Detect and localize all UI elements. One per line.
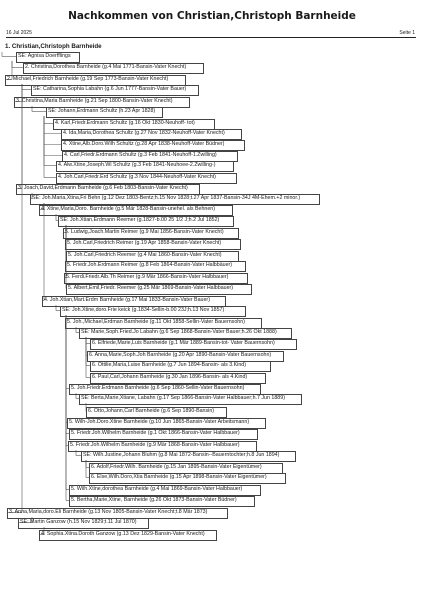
tree-entry: 5. Friedr.Joh.Wilhelm Barnheide (g.9 Mär 1868-Bansin-Vater Halbbauer) bbox=[70, 442, 240, 448]
entry-frame bbox=[90, 373, 266, 384]
tree-entry: 6. Adolf,Friedr.Wilh. Barnheide (g.15 Jan 1895-Bansin-Vater Eigentümer) bbox=[91, 464, 262, 470]
entry-frame bbox=[63, 228, 239, 239]
tree-entry: 6. Anna,Marie,Soph.Joh Barnheide (g.20 Apr 1890-Bansin-Vater Bauernsohn) bbox=[89, 352, 272, 358]
entry-frame bbox=[79, 328, 292, 339]
tree-entry: 6. Paul,Carl,Johann Barnheide (g.30 Jan 1896-Bansin- als 4.Kind) bbox=[92, 374, 248, 380]
entry-frame bbox=[79, 394, 302, 405]
tree-entry: 4. Sophia.Xtina.Doroth Ganzow (g.13 Dez 1829-Bansin-Vater Knecht) bbox=[41, 531, 205, 537]
tree-entry: 3. Anna,Maria,doro.Eli Barnheide (g.13 Nov 1805-Bansin-Vater Knecht;t.8 Mär 1873) bbox=[9, 509, 208, 515]
entry-frame bbox=[69, 496, 255, 507]
tree-entry: SE: Marie,Soph.Fried.Jo Labahn (g.6 Sep 1868-Bansin-Vater Bauer;h.26 Okt 1888) bbox=[81, 329, 277, 335]
tree-entry: 3. Christina,Maria Barnheide (g.21 Sep 1800-Bansin-Vater Knecht) bbox=[16, 98, 173, 104]
tree-entry: 1. Christian,Christoph Barnheide bbox=[5, 43, 102, 50]
entry-frame bbox=[65, 239, 241, 250]
entry-frame bbox=[61, 140, 245, 151]
entry-frame bbox=[81, 451, 296, 462]
header-rule bbox=[6, 37, 416, 38]
entry-frame bbox=[16, 52, 80, 63]
page-title: Nachkommen von Christian,Christoph Barnheide bbox=[68, 10, 356, 22]
entry-frame bbox=[64, 273, 248, 284]
tree-entry: 5. Wilh.Xtine,dorothea Barnheide (g.4 Mai 1869-Bansin-Vater Halbbauer) bbox=[71, 486, 243, 492]
print-date: 16 Jul 2025 bbox=[6, 30, 32, 36]
entry-frame bbox=[39, 205, 233, 216]
tree-entry: SE: Johann,Erdmann Schultz (h.23 Apr 1828) bbox=[48, 108, 156, 114]
tree-entry: 5. Joh.Carl,Friedrich Reemer (g.4 Mai 1860-Bansin-Vater Knecht) bbox=[68, 252, 222, 258]
tree-entry: SE: Agnisa Doerfflings bbox=[18, 53, 71, 59]
entry-frame bbox=[58, 216, 234, 227]
entry-frame bbox=[86, 407, 227, 418]
tree-entry: SE: Catharina,Sophia Labahn (g.6 Jun 1777-Bansin-Vater Bauer) bbox=[33, 86, 187, 92]
tree-entry: SE: Joh.Xtian,Erdmann Reemer (g.1827-b.00 25 1/2 J;h.2 Jul 1852) bbox=[60, 217, 220, 223]
entry-frame bbox=[30, 194, 320, 205]
entry-frame bbox=[31, 85, 199, 96]
tree-entry: 5. Wilh-Joh.Doro.Xtine Barnheide (g.10 Jun 1865-Bansin-Vater Arbeitsmann) bbox=[69, 419, 250, 425]
tree-entry: 5. Bertha,Marie,Xtine, Barnheide (g.26 Okt 1873-Bansin-Vater Büdner) bbox=[71, 497, 237, 503]
tree-entry: 4. Joh.Xtian,Mart.Erdm Barnheide (g.17 Mai 1833-Bansin-Vater Bauer) bbox=[44, 297, 210, 303]
tree-entry: 5. Ludwig,Joach.Martin Reimer (g.9 Mai 1856-Bansin-Vater Knecht) bbox=[65, 229, 224, 235]
tree-entry: 4. Alw.Xtine,Joseph.Wi Schultz (g.3 Feb 1841-Neuhoee-2.Zwilling-) bbox=[58, 162, 216, 168]
entry-frame bbox=[39, 530, 217, 541]
entry-frame bbox=[56, 161, 234, 172]
entry-frame bbox=[23, 63, 204, 74]
entry-frame bbox=[60, 306, 246, 317]
tree-entry: 5. Joh.Carl,Friedrich Reimer (g.19 Apr 1858-Bansin-Vater Knecht) bbox=[67, 240, 222, 246]
tree-entry: 6. Ottilie,Maria,Luise Barnheide (g.7 Jun 1894-Bansin- als 3.Kind) bbox=[92, 362, 246, 368]
entry-frame bbox=[56, 173, 237, 184]
tree-entry: 6. Else,Wilh.Doro,Xtia Barnheide (g.15 Apr 1898-Bansin-Vater Eigentümer) bbox=[91, 474, 267, 480]
tree-entry: SE: Joh.Xtine,doro.Frie keick (g.1834-Sellin-b.00 23J;h.13 Nov 1857) bbox=[62, 307, 225, 313]
entry-frame bbox=[46, 107, 163, 118]
entry-frame bbox=[18, 518, 149, 529]
tree-entry: SE: Joh.Maria,Xtina,Fri Behn (g.12 Dez 1803-Bentz;h.15 Nov 1828;t.27 Apr 1837-Bansin-34J 4M-Ehem.+2 minor.) bbox=[32, 195, 301, 201]
entry-frame bbox=[65, 261, 246, 272]
entry-frame bbox=[69, 485, 261, 496]
tree-entry: 5. Ferdi.Friedr.Alb.Th Reimer (g.9 Mär 1866-Bansin-Vater Halbbauer) bbox=[66, 274, 229, 280]
tree-entry: SE: Berta,Marie,Xtiane, Labahn (g.17 Sep 1866-Bansin-Vater Halbbauer;h.7 Jun 1889) bbox=[81, 395, 285, 401]
tree-entry: 4. Joh.Carl,Friedr.Erd Schultz (g.3 Nov 1844-Neuhoff-Vater Knecht) bbox=[58, 174, 216, 180]
entry-frame bbox=[90, 339, 297, 350]
tree-entry: 2. Christina,Dorothea Barnheide (g.4 Mai 1771-Bansin-Vater Knecht) bbox=[25, 64, 187, 70]
entry-frame bbox=[89, 473, 286, 484]
tree-entry: 3. Joach,David,Erdmann Barnheide (g.6 Feb 1803-Bansin-Vater Knecht) bbox=[18, 185, 188, 191]
tree-entry: 5. Friedr.Joh.Erdmann Reimer (g.8 Feb 1864-Bansin-Vater Halbbäuer) bbox=[67, 262, 233, 268]
tree-entry: SE: Wilh.Justine,Johann Bluhm (g.8 Mai 1872-Bansin--Bauerntochter;h.8 Jun 1894) bbox=[83, 452, 280, 458]
tree-entry: 4. Xtine,Alb.Doro.Wilh Schultz (g.28 Apr 1838-Neuhoff-Vater Büdner) bbox=[63, 141, 225, 147]
tree-entry: 5. Albert,Emil,Friedr. Reemer (g.25 Mär 1869-Bansin-Vater Halbbauer) bbox=[68, 285, 234, 291]
tree-entry: 4. Xtine,Maria,Doro. Barnheide (g.5 Mär 1828-Bansin-unehel. als Behnen) bbox=[41, 206, 216, 212]
page-number: Seite 1 bbox=[399, 30, 415, 36]
tree-entry: 2. Michael,Friedrich Barnheide (g.19 Sep 1773-Bansin-Vater Knecht) bbox=[7, 76, 169, 82]
tree-entry: 4. Carl,Friedr.Erdmann Schultz (g.3 Feb 1841-Neuhoff-1.Zwilling) bbox=[64, 152, 217, 158]
tree-entry: SE: Martin Ganzow (h.15 Nov 1829;t.11 Jul 1870) bbox=[20, 519, 137, 525]
entry-frame bbox=[90, 361, 271, 372]
tree-entry: 5. Joh.,Michael,Erdman Barnheide (g.11 Okt 1858-Sellin-Vater Bauernsohn) bbox=[67, 319, 245, 325]
entry-frame bbox=[61, 129, 242, 140]
entry-frame bbox=[67, 418, 266, 429]
tree-entry: 5. Friedr.Joh.Wilhelm Barnheide (g.1 Okt 1866-Bansin-Vater Halbbauer) bbox=[71, 430, 240, 436]
tree-entry: 4. Ida,Maria,Dorothea Schultz (g.27 Nov 1832-Neuhoff-Vater Knecht) bbox=[63, 130, 225, 136]
tree-entry: 6. Otto,Johann,Carl Barnheide (g.6 Sep 1890-Bansin) bbox=[88, 408, 215, 414]
tree-entry: 6. Elfriede,Marie,Luis Barnheide (g.1 Mär 1889-Bansin-tot- Vater Bauernsohn) bbox=[92, 340, 275, 346]
tree-entry: 5. Joh.Friedr.Erdmann Barnheide (g.6 Sep 1860-Sellin-Vater Bauernsohn) bbox=[71, 385, 245, 391]
tree-entry: 4. Karl,Friedr.Erdmann Schultz (g.16 Okt 1830-Neuhoff- tot) bbox=[55, 120, 195, 126]
entry-frame bbox=[66, 284, 252, 295]
entry-frame bbox=[69, 429, 258, 440]
